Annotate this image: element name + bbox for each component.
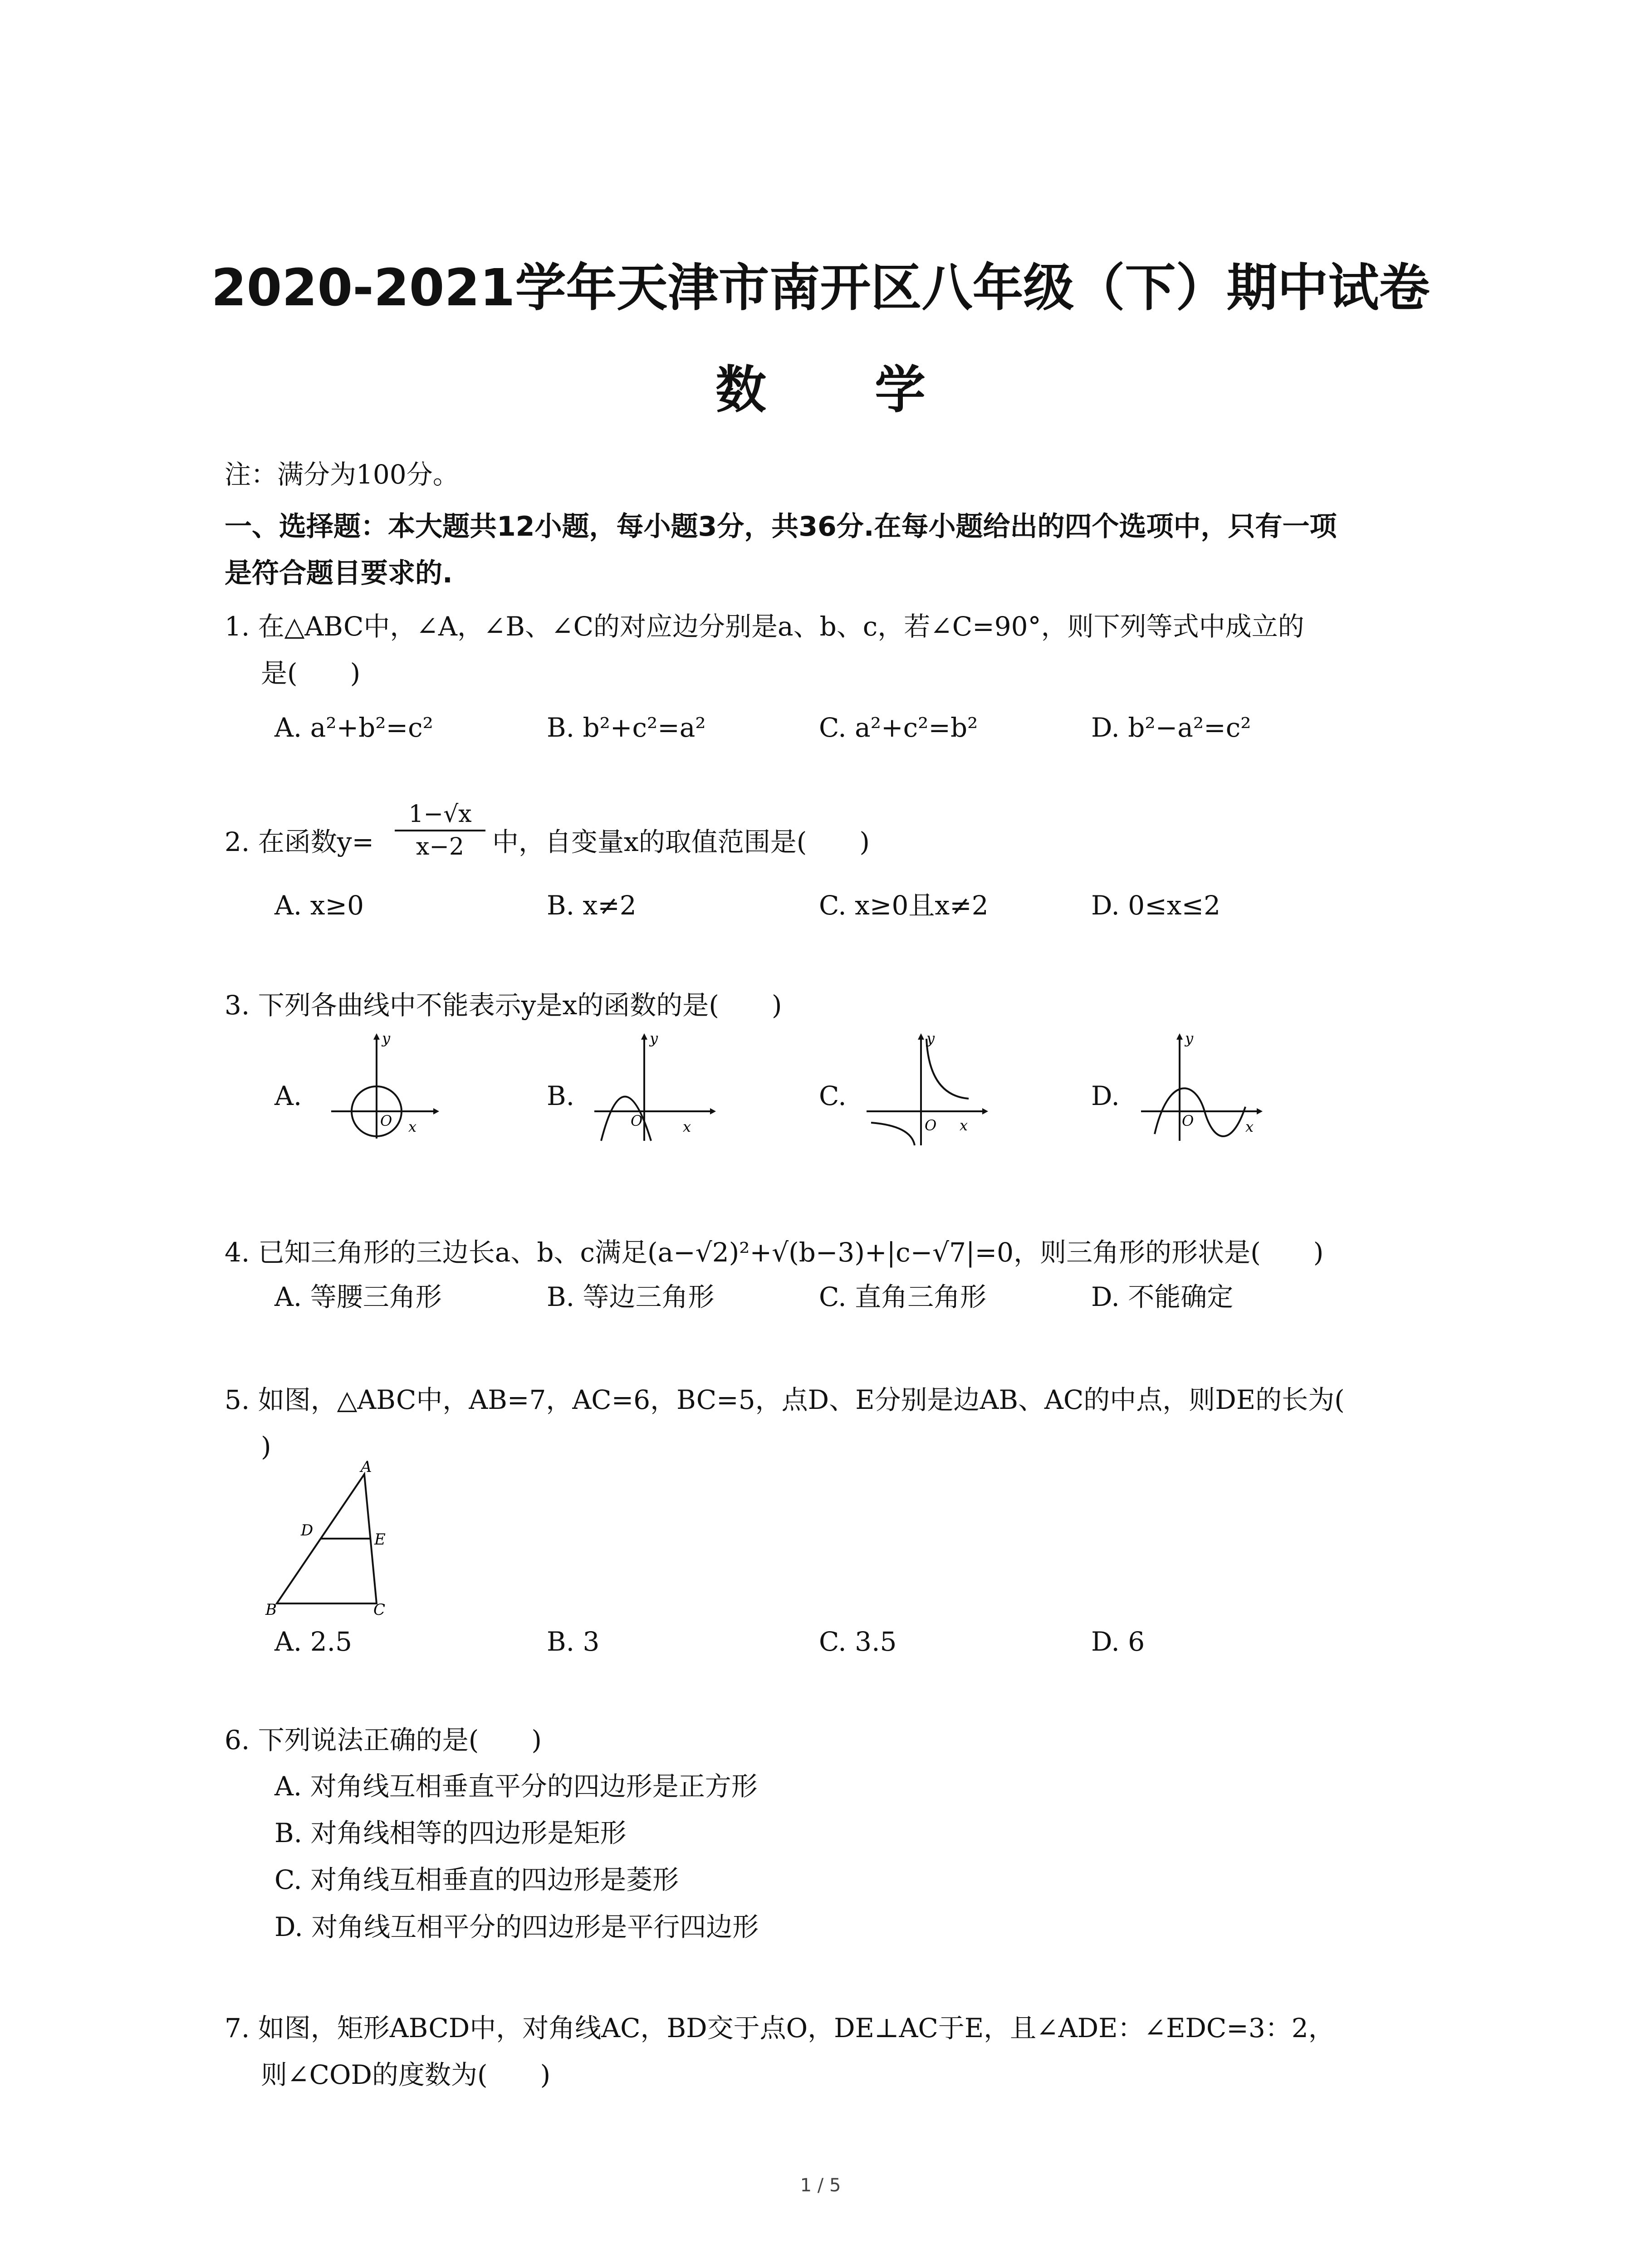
q1-option-d: D. b²−a²=c² <box>1091 712 1251 743</box>
point-e-label: E <box>374 1530 386 1549</box>
q3-graph-d <box>1136 1030 1264 1143</box>
q5-triangle-figure <box>261 1458 406 1619</box>
origin-label: O <box>631 1112 643 1129</box>
q2-stem-prefix: 2. 在函数y= <box>225 826 374 857</box>
q5-stem-line1: 5. 如图，△ABC中，AB=7，AC=6，BC=5，点D、E分别是边AB、AC的中点，则DE的长为( <box>225 1384 1345 1415</box>
origin-label: O <box>380 1112 392 1129</box>
x-axis-arrow-icon <box>710 1108 716 1114</box>
section-heading-line2: 是符合题目要求的. <box>225 557 453 589</box>
y-axis-arrow-icon <box>373 1033 380 1040</box>
subject-title: 数 学 <box>715 361 971 420</box>
y-axis-label: y <box>926 1030 935 1047</box>
y-axis-arrow-icon <box>918 1033 924 1040</box>
q3-graph-b <box>590 1030 717 1143</box>
y-axis-arrow-icon <box>641 1033 647 1040</box>
page-number: 1 / 5 <box>800 2175 841 2196</box>
q2-option-c: C. x≥0且x≠2 <box>819 890 989 921</box>
q4-option-c: C. 直角三角形 <box>819 1281 987 1312</box>
hyperbola-branch-right <box>926 1039 969 1099</box>
q4-option-b: B. 等边三角形 <box>547 1281 715 1312</box>
q2-option-a: A. x≥0 <box>274 890 364 921</box>
x-axis-label: x <box>960 1117 968 1134</box>
q3-option-c-label: C. <box>819 1080 847 1111</box>
q2-option-b: B. x≠2 <box>547 890 637 921</box>
q2-numerator: 1−√x <box>408 801 472 828</box>
q5-option-c: C. 3.5 <box>819 1626 897 1657</box>
q3-graph-c <box>862 1030 989 1148</box>
q1-option-a: A. a²+b²=c² <box>274 712 433 743</box>
y-axis-label: y <box>1185 1030 1194 1047</box>
q4-option-a: A. 等腰三角形 <box>274 1281 442 1312</box>
q3-option-a-label: A. <box>274 1080 302 1111</box>
vertex-b-label: B <box>265 1601 277 1619</box>
q5-option-a: A. 2.5 <box>274 1626 352 1657</box>
x-axis-arrow-icon <box>433 1108 439 1114</box>
exam-title: 2020-2021学年天津市南开区八年级（下）期中试卷 <box>211 259 1430 318</box>
x-axis-label: x <box>1245 1118 1254 1135</box>
q6-option-b: B. 对角线相等的四边形是矩形 <box>274 1818 627 1848</box>
q2-option-d: D. 0≤x≤2 <box>1091 890 1221 921</box>
x-axis-label: x <box>408 1118 417 1135</box>
q2-fraction <box>395 801 485 860</box>
wave-curve <box>1155 1088 1245 1136</box>
hyperbola-branch-left <box>871 1123 915 1145</box>
x-axis-arrow-icon <box>1257 1108 1263 1114</box>
q6-option-a: A. 对角线互相垂直平分的四边形是正方形 <box>274 1771 758 1802</box>
q6-option-d: D. 对角线互相平分的四边形是平行四边形 <box>274 1911 759 1942</box>
point-d-label: D <box>301 1521 314 1540</box>
y-axis-arrow-icon <box>1176 1033 1183 1040</box>
q5-stem-line2: ) <box>261 1431 271 1462</box>
x-axis-arrow-icon <box>982 1108 988 1114</box>
q5-option-d: D. 6 <box>1091 1626 1145 1657</box>
q3-graph-a <box>322 1030 440 1143</box>
q1-stem-line1: 1. 在△ABC中，∠A，∠B、∠C的对应边分别是a、b、c，若∠C=90°，则下列等式中成立的 <box>225 611 1304 642</box>
x-axis-label: x <box>683 1118 691 1135</box>
q5-option-b: B. 3 <box>547 1626 600 1657</box>
vertex-a-label: A <box>361 1458 372 1476</box>
q6-stem: 6. 下列说法正确的是( ) <box>225 1725 542 1755</box>
q7-stem-line2: 则∠COD的度数为( ) <box>261 2059 551 2090</box>
y-axis-label: y <box>382 1030 391 1047</box>
q1-option-c: C. a²+c²=b² <box>819 712 978 743</box>
q6-option-c: C. 对角线互相垂直的四边形是菱形 <box>274 1864 679 1895</box>
origin-label: O <box>1182 1112 1194 1129</box>
q4-stem: 4. 已知三角形的三边长a、b、c满足(a−√2)²+√(b−3)+|c−√7|=0，则三角形的形状是( ) <box>225 1237 1324 1268</box>
q2-fraction-bar <box>395 830 485 831</box>
q1-option-b: B. b²+c²=a² <box>547 712 706 743</box>
q3-stem: 3. 下列各曲线中不能表示y是x的函数的是( ) <box>225 990 782 1021</box>
q7-stem-line1: 7. 如图，矩形ABCD中，对角线AC，BD交于点O，DE⊥AC于E，且∠ADE：∠EDC=3：2， <box>225 2013 1335 2043</box>
q2-denominator: x−2 <box>416 833 464 860</box>
q3-option-b-label: B. <box>547 1080 575 1111</box>
origin-label: O <box>925 1117 937 1134</box>
y-axis-label: y <box>650 1030 658 1047</box>
score-note: 注：满分为100分。 <box>225 459 459 490</box>
q1-stem-line2: 是( ) <box>261 658 361 689</box>
q4-option-d: D. 不能确定 <box>1091 1281 1234 1312</box>
section-heading-line1: 一、选择题：本大题共12小题，每小题3分，共36分.在每小题给出的四个选项中，只有一项 <box>225 511 1337 543</box>
q2-stem-suffix: 中，自变量x的取值范围是( ) <box>492 826 870 857</box>
vertex-c-label: C <box>373 1601 386 1619</box>
q3-option-d-label: D. <box>1091 1080 1120 1111</box>
